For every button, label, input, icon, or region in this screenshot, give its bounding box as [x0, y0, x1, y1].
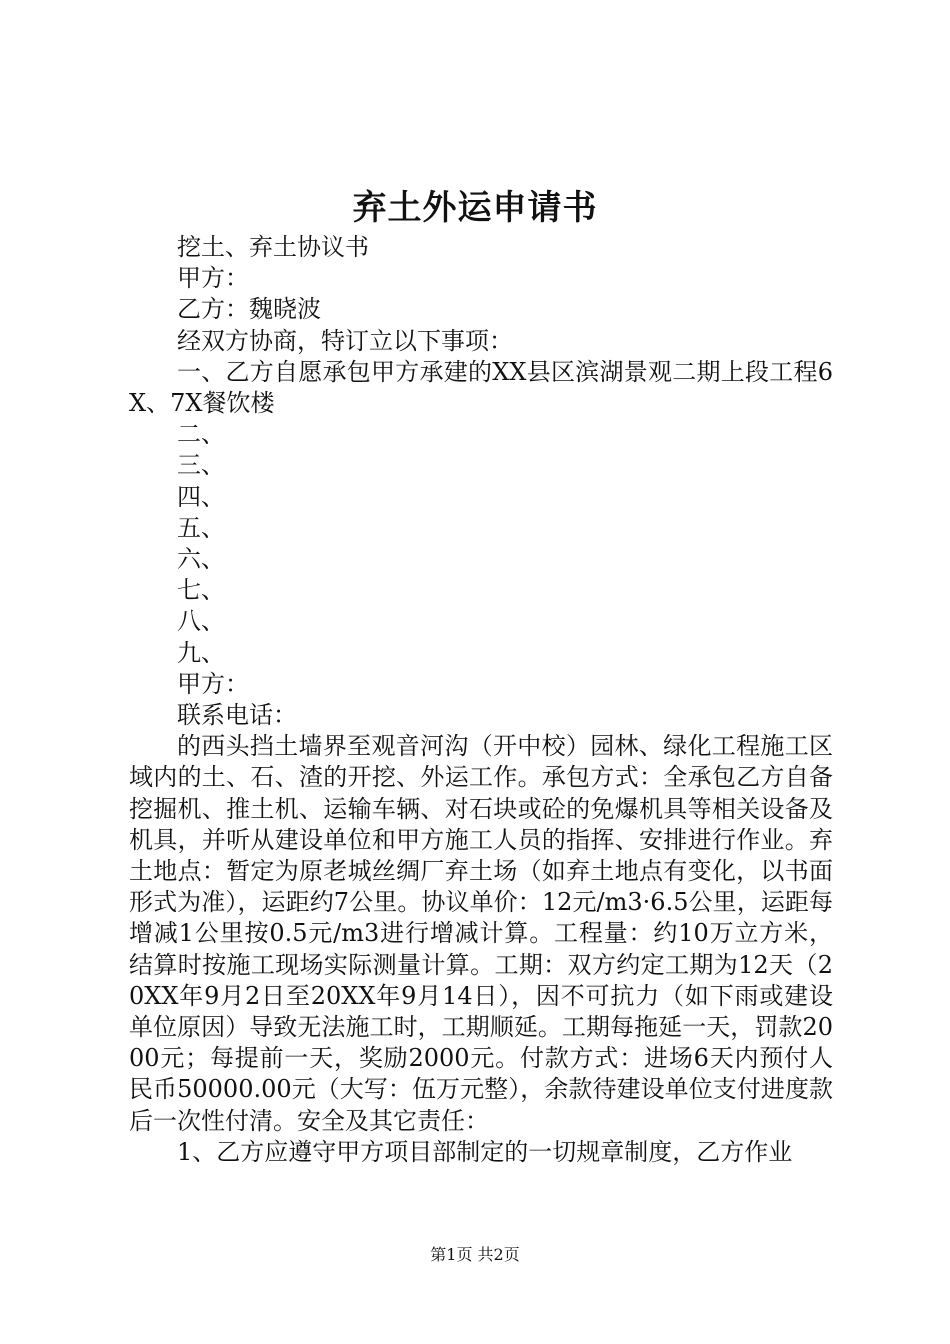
paragraph: 五、	[177, 513, 225, 542]
paragraph: 甲方：	[177, 264, 249, 293]
paragraph: 九、	[177, 638, 225, 667]
paragraph: 七、	[177, 576, 225, 605]
paragraph: 二、	[177, 420, 225, 449]
paragraph: 1、乙方应遵守甲方项目部制定的一切规章制度，乙方作业	[177, 1137, 793, 1166]
paragraph: 的西头挡土墙界至观音河沟（开中校）园林、绿化工程施工区域内的土、石、渣的开挖、外运工作。承包方式：全承包乙方自备挖掘机、推土机、运输车辆、对石块或砼的免爆机具等相关设备及机具，并听从建设单位和甲方施工人员的指挥、安排进行作业。弃土地点：暂定为原老城丝绸厂弃土场（如弃土地点有变化，以书面形式为准），运距约7公里。协议单价：12元/m3·6.5公里，运距每增减1公里按0.5元/m3进行增减计算。工程量：约10万立方米，结算时按施工现场实际测量计算。工期：双方约定工期为12天（20XX年9月2日至20XX年9月14日），因不可抗力（如下雨或建设单位原因）导致无法施工时，工期顺延。工期每拖延一天，罚款2000元；每提前一天，奖励2000元。付款方式：进场6天内预付人民币50000.00元（大写：伍万元整），余款待建设单位支付进度款后一次性付清。安全及其它责任：	[129, 732, 833, 1135]
paragraph: 三、	[177, 451, 225, 480]
paragraph: 八、	[177, 607, 225, 636]
paragraph: 四、	[177, 482, 225, 511]
paragraph: 经双方协商，特订立以下事项：	[177, 326, 513, 355]
paragraph: 乙方：魏晓波	[177, 295, 321, 324]
paragraph: 六、	[177, 545, 225, 574]
document-title: 弃土外运申请书	[352, 188, 598, 228]
document-body	[129, 232, 833, 1168]
paragraph: 一、乙方自愿承包甲方承建的XX县区滨湖景观二期上段工程6X、7X餐饮楼	[129, 357, 833, 418]
page-footer: 第1页 共2页	[430, 1245, 520, 1264]
paragraph: 联系电话：	[177, 701, 297, 730]
paragraph: 挖土、弃土协议书	[177, 233, 369, 261]
paragraph: 甲方：	[177, 669, 249, 698]
